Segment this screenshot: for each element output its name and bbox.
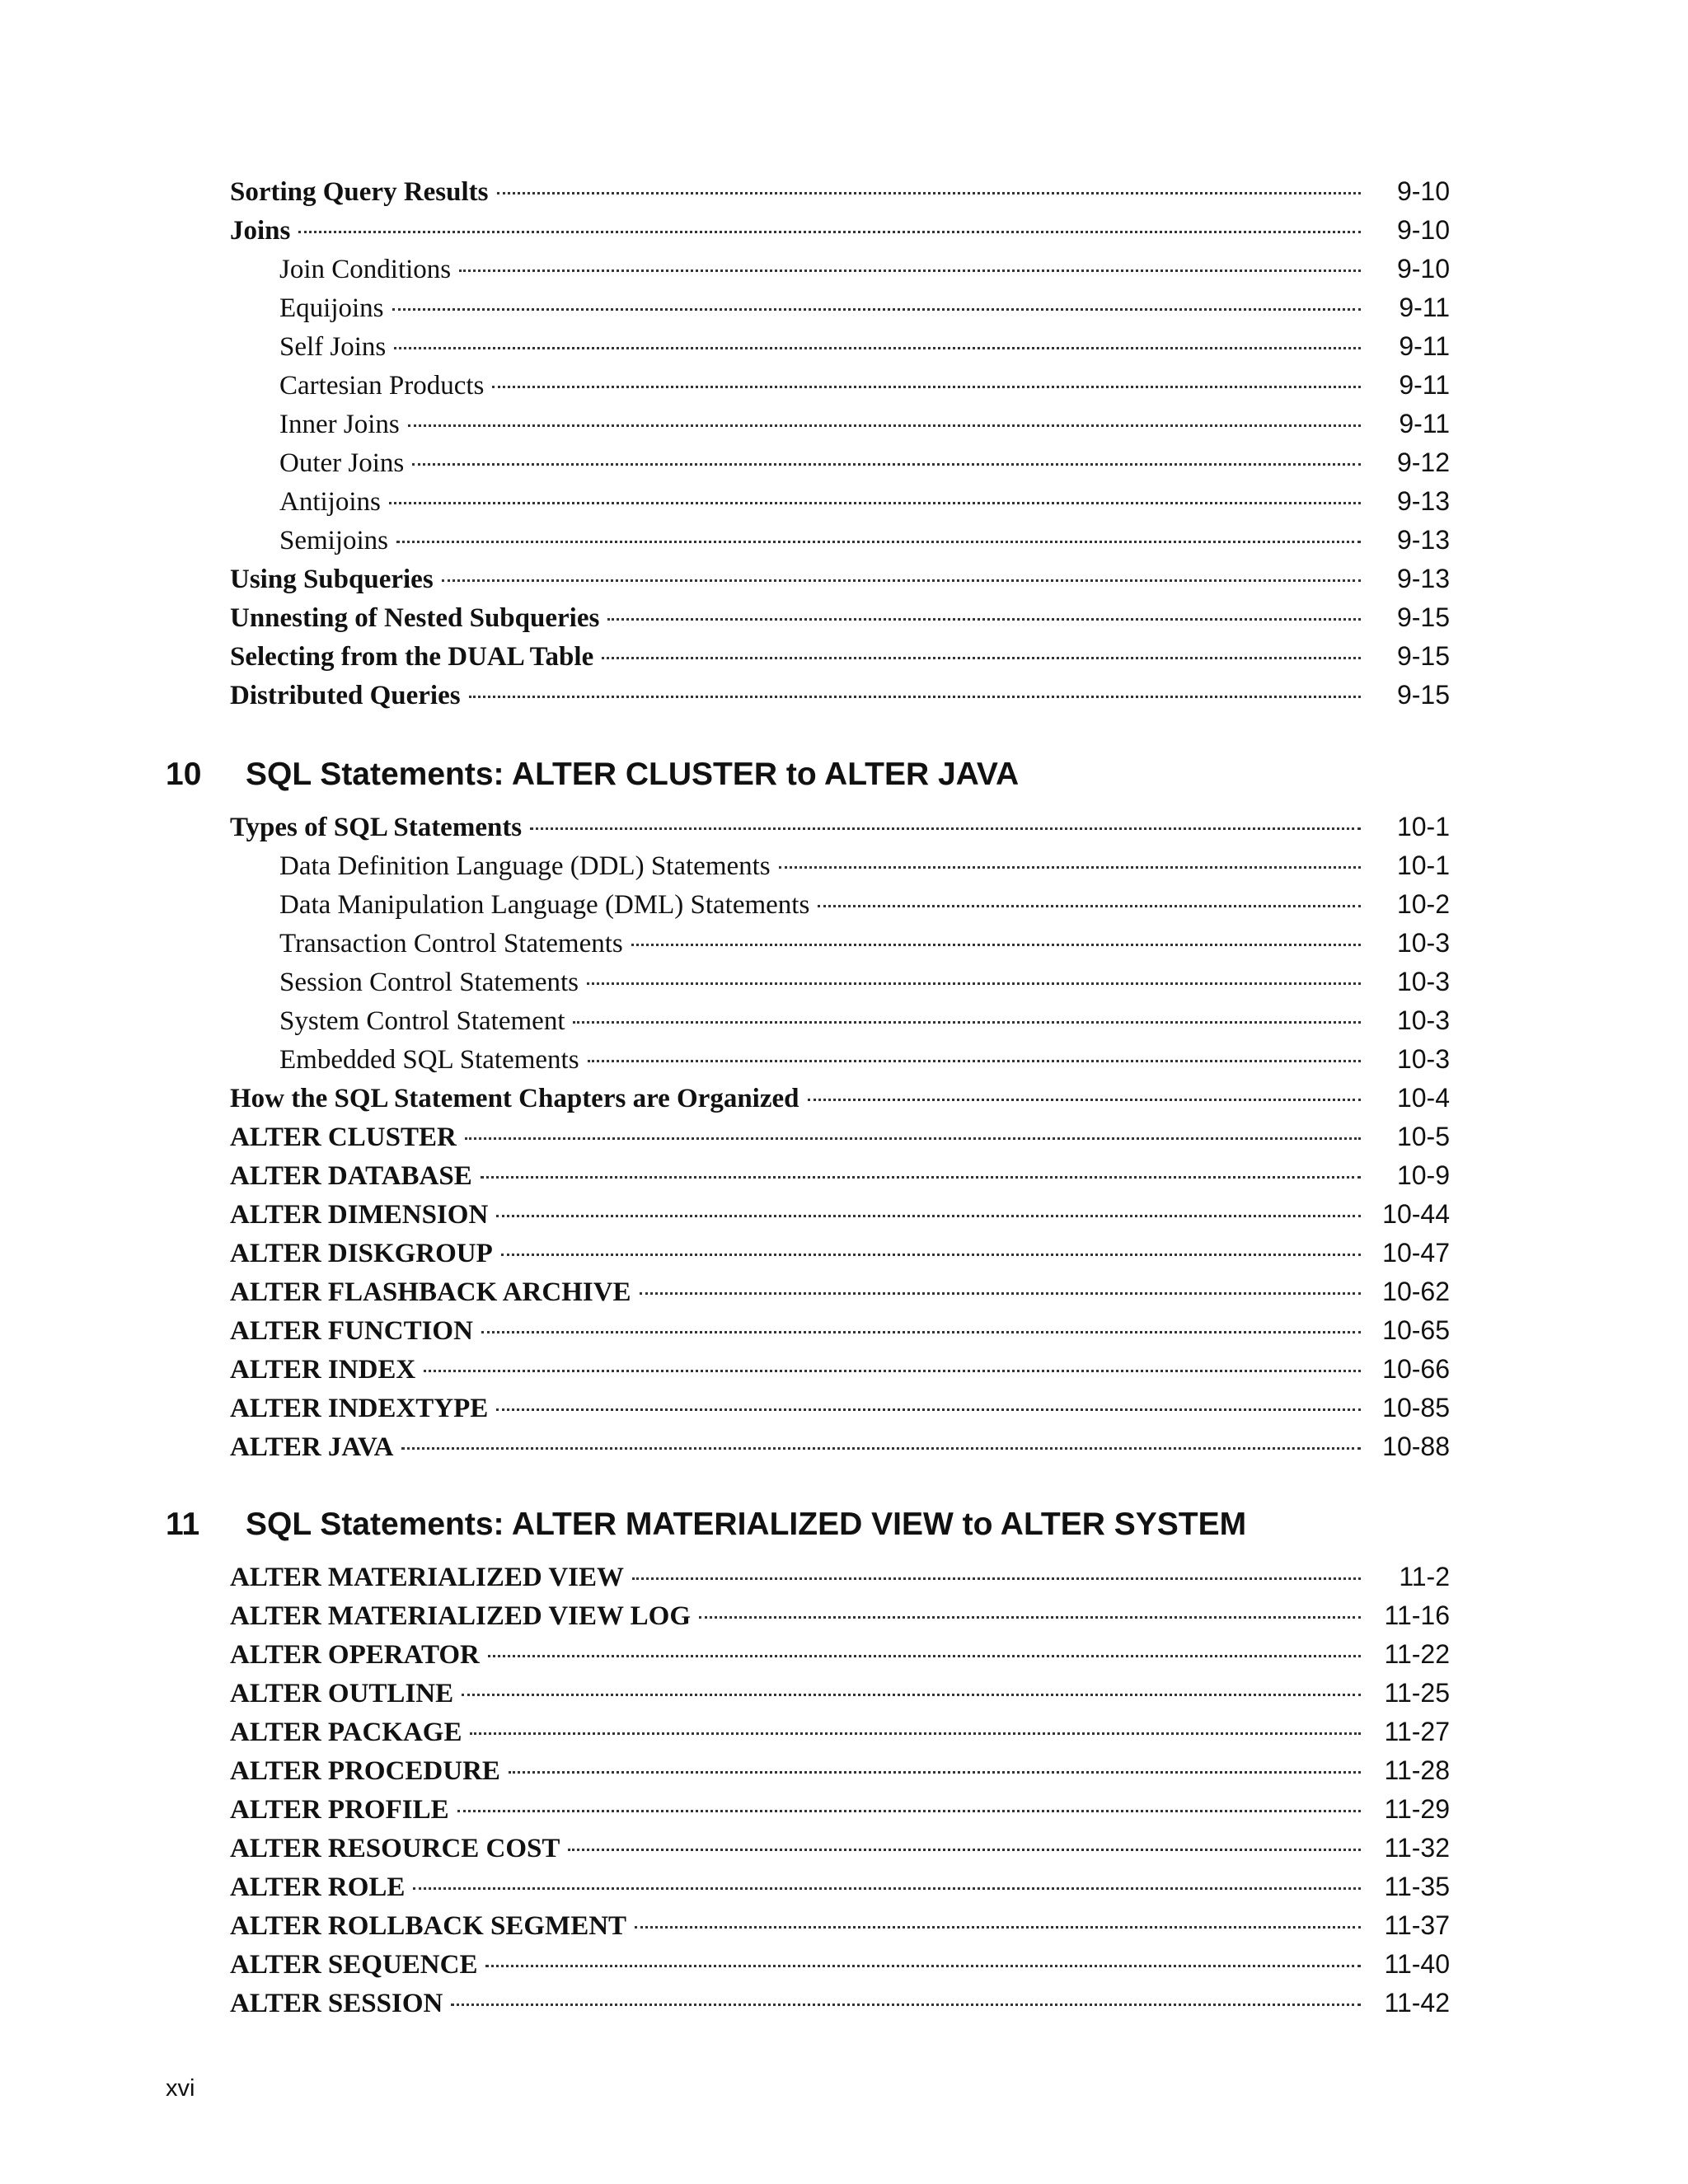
toc-entry-page: 10-47 xyxy=(1382,1238,1450,1268)
toc-entry-title: Using Subqueries xyxy=(230,565,434,594)
toc-leader-dots xyxy=(573,1021,1361,1024)
chapter-heading-11 xyxy=(166,1504,1246,1545)
toc-entry[interactable] xyxy=(230,1596,1450,1635)
toc-entry[interactable] xyxy=(230,1906,1450,1945)
toc-leader-dots xyxy=(607,618,1361,621)
toc-entry-title: Semijoins xyxy=(279,526,389,555)
chapter-number: 10 xyxy=(166,757,202,792)
toc-entry[interactable] xyxy=(230,1635,1450,1674)
toc-leader-dots xyxy=(412,463,1361,466)
toc-entry-page: 10-66 xyxy=(1382,1354,1450,1384)
toc-entry-page: 10-1 xyxy=(1396,851,1450,880)
toc-leader-dots xyxy=(497,192,1362,194)
toc-entry[interactable] xyxy=(230,808,1450,846)
toc-entry-page: 11-25 xyxy=(1384,1678,1450,1708)
toc-entry-title: ALTER PACKAGE xyxy=(230,1718,462,1747)
toc-entry-title: Unnesting of Nested Subqueries xyxy=(230,603,600,633)
toc-entry[interactable] xyxy=(230,250,1450,288)
toc-entry-title: Data Manipulation Language (DML) Statements xyxy=(279,890,810,920)
toc-entry-page: 9-10 xyxy=(1396,215,1450,245)
toc-entry-page: 10-3 xyxy=(1396,967,1450,996)
toc-entry[interactable] xyxy=(230,1790,1450,1829)
toc-leader-dots xyxy=(392,308,1361,311)
toc-entry[interactable] xyxy=(230,1001,1450,1040)
toc-leader-dots xyxy=(470,1732,1361,1735)
toc-entry[interactable] xyxy=(230,327,1450,366)
toc-entry-title: Join Conditions xyxy=(279,255,452,284)
toc-leader-dots xyxy=(818,905,1361,907)
toc-entry[interactable] xyxy=(230,924,1450,963)
toc-leader-dots xyxy=(396,541,1361,543)
toc-leader-dots xyxy=(635,1926,1361,1929)
toc-entry-title: ALTER JAVA xyxy=(230,1432,394,1462)
page-number: xvi xyxy=(166,2075,195,2102)
toc-entry-title: Embedded SQL Statements xyxy=(279,1045,579,1075)
toc-leader-dots xyxy=(501,1254,1361,1256)
toc-entry-title: ALTER FLASHBACK ARCHIVE xyxy=(230,1277,631,1307)
toc-leader-dots xyxy=(488,1655,1361,1657)
chapter-title: SQL Statements: ALTER MATERIALIZED VIEW to ALTER SYSTEM xyxy=(246,1507,1247,1542)
toc-entry-title: ALTER INDEX xyxy=(230,1355,416,1385)
toc-entry-page: 11-29 xyxy=(1384,1794,1450,1824)
toc-entry[interactable] xyxy=(230,560,1450,598)
toc-entry[interactable] xyxy=(230,1195,1450,1234)
toc-entry-title: Selecting from the DUAL Table xyxy=(230,642,594,672)
toc-entry-title: Self Joins xyxy=(279,332,387,362)
toc-leader-dots xyxy=(394,347,1361,349)
toc-leader-dots xyxy=(389,502,1361,504)
toc-entry-title: ALTER MATERIALIZED VIEW xyxy=(230,1563,625,1592)
toc-leader-dots xyxy=(568,1849,1361,1851)
toc-entry-title: ALTER DISKGROUP xyxy=(230,1239,493,1268)
toc-leader-dots xyxy=(481,1176,1361,1179)
toc-leader-dots xyxy=(459,269,1361,272)
toc-leader-dots xyxy=(481,1331,1361,1333)
toc-entry-page: 10-9 xyxy=(1396,1160,1450,1190)
toc-entry-page: 11-40 xyxy=(1384,1949,1450,1979)
toc-entry-page: 10-1 xyxy=(1396,812,1450,841)
toc-entry-page: 9-11 xyxy=(1399,409,1450,438)
toc-leader-dots xyxy=(469,696,1361,698)
toc-leader-dots xyxy=(424,1370,1361,1372)
toc-leader-dots xyxy=(298,231,1361,233)
toc-entry-title: ALTER FUNCTION xyxy=(230,1316,473,1346)
toc-entry-title: Distributed Queries xyxy=(230,681,461,710)
toc-leader-dots xyxy=(602,657,1361,659)
toc-leader-dots xyxy=(442,579,1361,582)
toc-leader-dots xyxy=(492,386,1361,388)
toc-entry-page: 10-3 xyxy=(1396,1044,1450,1074)
toc-entry-page: 9-15 xyxy=(1396,641,1450,671)
toc-entry-title: ALTER SEQUENCE xyxy=(230,1950,478,1980)
toc-entry-title: ALTER PROFILE xyxy=(230,1795,449,1825)
toc-entry[interactable] xyxy=(230,676,1450,715)
toc-entry[interactable] xyxy=(230,1868,1450,1906)
toc-entry-page: 9-10 xyxy=(1396,176,1450,206)
toc-entry[interactable] xyxy=(230,443,1450,482)
toc-entry-page: 11-22 xyxy=(1384,1639,1450,1669)
toc-entry[interactable] xyxy=(230,1350,1450,1389)
toc-entry-page: 10-3 xyxy=(1396,928,1450,958)
toc-entry-title: ALTER OUTLINE xyxy=(230,1679,454,1708)
toc-entry-title: Outer Joins xyxy=(279,448,405,478)
toc-entry-page: 10-4 xyxy=(1396,1083,1450,1113)
toc-leader-dots xyxy=(588,1060,1361,1062)
toc-entry-page: 10-62 xyxy=(1382,1277,1450,1306)
toc-entry[interactable] xyxy=(230,211,1450,250)
toc-entry-page: 9-13 xyxy=(1396,564,1450,593)
toc-entry-title: Session Control Statements xyxy=(279,968,579,997)
toc-leader-dots xyxy=(632,1577,1361,1580)
toc-entry-title: Antijoins xyxy=(279,487,381,517)
toc-entry[interactable] xyxy=(230,637,1450,676)
toc-entry-title: Data Definition Language (DDL) Statements xyxy=(279,851,771,881)
toc-entry[interactable] xyxy=(230,1674,1450,1713)
toc-leader-dots xyxy=(631,944,1361,946)
toc-entry-page: 9-13 xyxy=(1396,486,1450,516)
toc-entry[interactable] xyxy=(230,963,1450,1001)
toc-entry-page: 9-11 xyxy=(1399,370,1450,400)
toc-entry-page: 10-85 xyxy=(1382,1393,1450,1422)
toc-entry-title: Types of SQL Statements xyxy=(230,813,523,842)
toc-leader-dots xyxy=(640,1292,1361,1295)
toc-entry[interactable] xyxy=(230,1389,1450,1427)
toc-leader-dots xyxy=(699,1616,1361,1619)
toc-leader-dots xyxy=(413,1887,1361,1890)
toc-entry-title: ALTER OPERATOR xyxy=(230,1640,480,1670)
toc-entry[interactable] xyxy=(230,1156,1450,1195)
toc-entry-page: 11-35 xyxy=(1384,1872,1450,1901)
toc-entry-title: ALTER SESSION xyxy=(230,1989,443,2018)
toc-entry[interactable] xyxy=(230,1272,1450,1311)
toc-entry[interactable] xyxy=(230,885,1450,924)
toc-entry[interactable] xyxy=(230,846,1450,885)
toc-leader-dots xyxy=(779,866,1361,869)
toc-entry-page: 11-37 xyxy=(1384,1910,1450,1940)
toc-entry[interactable] xyxy=(230,1558,1450,1596)
toc-section-chapter11 xyxy=(230,1558,1450,2022)
toc-entry[interactable] xyxy=(230,1079,1450,1118)
toc-entry-page: 10-88 xyxy=(1382,1432,1450,1461)
toc-entry-title: ALTER DATABASE xyxy=(230,1161,472,1191)
toc-entry[interactable] xyxy=(230,1945,1450,1984)
toc-entry[interactable] xyxy=(230,1427,1450,1466)
toc-entry-title: ALTER RESOURCE COST xyxy=(230,1834,560,1863)
toc-leader-dots xyxy=(401,1447,1361,1450)
toc-leader-dots xyxy=(451,2004,1361,2006)
toc-entry[interactable] xyxy=(230,1829,1450,1868)
toc-leader-dots xyxy=(530,827,1361,830)
toc-entry[interactable] xyxy=(230,482,1450,521)
toc-entry-page: 9-10 xyxy=(1396,254,1450,284)
toc-entry[interactable] xyxy=(230,366,1450,405)
toc-leader-dots xyxy=(485,1965,1361,1967)
toc-entry[interactable] xyxy=(230,172,1450,211)
chapter-number: 11 xyxy=(166,1507,200,1542)
toc-entry-title: ALTER INDEXTYPE xyxy=(230,1394,489,1423)
toc-entry[interactable] xyxy=(230,1984,1450,2022)
toc-leader-dots xyxy=(465,1137,1361,1140)
toc-entry-title: Joins xyxy=(230,216,291,246)
toc-entry-page: 9-12 xyxy=(1396,448,1450,477)
toc-entry-title: Equijoins xyxy=(279,293,384,323)
toc-entry[interactable] xyxy=(230,1040,1450,1079)
toc-leader-dots xyxy=(587,982,1361,985)
toc-entry-page: 9-15 xyxy=(1396,680,1450,710)
toc-entry-title: How the SQL Statement Chapters are Organized xyxy=(230,1084,799,1113)
toc-entry-page: 10-5 xyxy=(1396,1122,1450,1151)
toc-entry-page: 10-44 xyxy=(1382,1199,1450,1229)
toc-leader-dots xyxy=(462,1694,1361,1696)
toc-entry-page: 9-11 xyxy=(1399,331,1450,361)
toc-entry[interactable] xyxy=(230,1751,1450,1790)
toc-entry-page: 9-15 xyxy=(1396,602,1450,632)
toc-entry-page: 9-13 xyxy=(1396,525,1450,555)
toc-entry-page: 9-11 xyxy=(1399,293,1450,322)
toc-entry[interactable] xyxy=(230,1713,1450,1751)
toc-entry-title: Inner Joins xyxy=(279,410,400,439)
toc-entry-title: ALTER ROLE xyxy=(230,1872,406,1902)
toc-leader-dots xyxy=(408,424,1361,427)
toc-entry-page: 11-2 xyxy=(1399,1562,1450,1591)
toc-entry-page: 11-32 xyxy=(1384,1833,1450,1863)
toc-entry-page: 10-2 xyxy=(1396,889,1450,919)
toc-leader-dots xyxy=(496,1408,1361,1411)
toc-entry-title: ALTER MATERIALIZED VIEW LOG xyxy=(230,1601,692,1631)
toc-entry[interactable] xyxy=(230,521,1450,560)
toc-section-chapter9-continued xyxy=(230,172,1450,715)
toc-entry[interactable] xyxy=(230,1311,1450,1350)
toc-entry-title: Sorting Query Results xyxy=(230,177,489,207)
toc-entry-page: 11-16 xyxy=(1384,1601,1450,1630)
toc-section-chapter10 xyxy=(230,808,1450,1466)
toc-entry-title: ALTER ROLLBACK SEGMENT xyxy=(230,1911,627,1941)
toc-entry-title: ALTER DIMENSION xyxy=(230,1200,489,1230)
toc-entry-title: Transaction Control Statements xyxy=(279,929,623,958)
chapter-title: SQL Statements: ALTER CLUSTER to ALTER JAVA xyxy=(246,757,1020,792)
toc-entry-page: 10-65 xyxy=(1382,1315,1450,1345)
toc-entry-title: ALTER PROCEDURE xyxy=(230,1756,500,1786)
toc-leader-dots xyxy=(496,1215,1361,1217)
toc-entry-page: 11-28 xyxy=(1384,1755,1450,1785)
toc-entry[interactable] xyxy=(230,1118,1450,1156)
toc-entry[interactable] xyxy=(230,1234,1450,1272)
chapter-heading-10 xyxy=(166,754,1019,795)
toc-entry-page: 11-27 xyxy=(1384,1717,1450,1746)
toc-entry-title: Cartesian Products xyxy=(279,371,485,401)
toc-leader-dots xyxy=(808,1099,1361,1101)
toc-entry[interactable] xyxy=(230,405,1450,443)
toc-entry[interactable] xyxy=(230,598,1450,637)
toc-entry-title: System Control Statement xyxy=(279,1006,565,1036)
toc-entry[interactable] xyxy=(230,288,1450,327)
toc-entry-title: ALTER CLUSTER xyxy=(230,1122,457,1152)
toc-leader-dots xyxy=(457,1810,1361,1812)
toc-leader-dots xyxy=(509,1771,1361,1774)
toc-entry-page: 11-42 xyxy=(1384,1988,1450,2018)
toc-entry-page: 10-3 xyxy=(1396,1005,1450,1035)
